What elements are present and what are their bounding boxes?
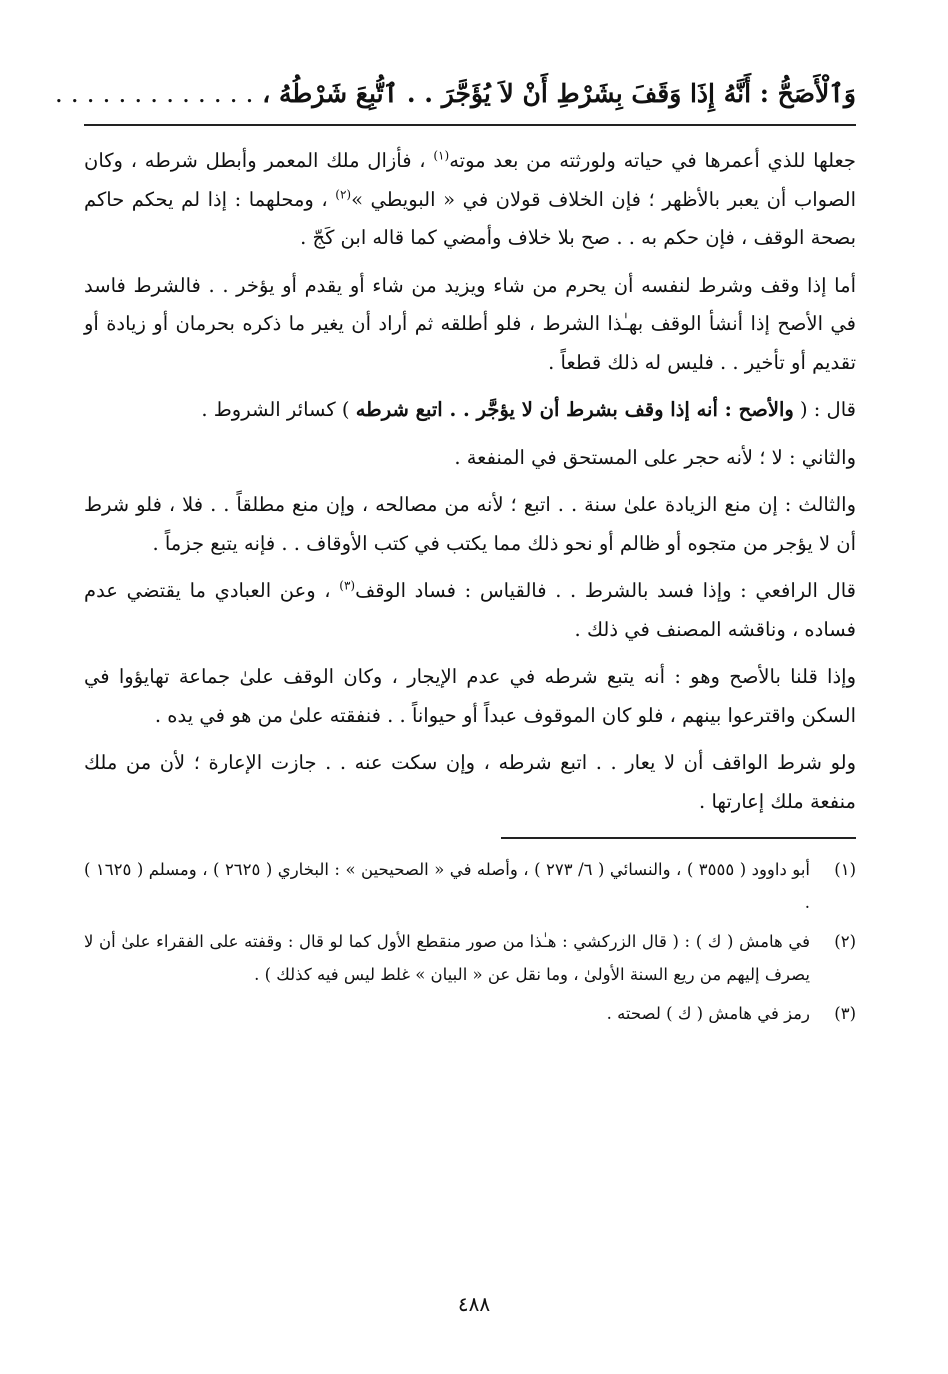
text-run: جعلها للذي أعمرها في حياته ولورثته من بعد موته <box>449 149 856 172</box>
footnote-number: (١) <box>834 860 856 879</box>
page-content <box>54 70 856 1036</box>
matn-quote: والأصح : أنه إذا وقف بشرط أن لا يؤجَّر . . اتبع شرطه <box>355 398 794 421</box>
footnote-item <box>84 997 856 1030</box>
page-number: ٤٨٨ <box>457 1292 491 1316</box>
text-run: ، فأزال ملك المعمر وأبطل شرطه ، وكان الصواب أن يعبر بالأظهر ؛ فإن الخلاف قولان في « البويطي » <box>84 149 856 211</box>
main-text <box>84 142 856 821</box>
header-divider <box>84 124 856 126</box>
paragraph <box>84 391 856 430</box>
footnote-ref: (١) <box>433 148 450 163</box>
header-title: وَٱلْأَصَحُّ : أَنَّهُ إِذَا وَقَفَ بِشَرْطِ أَنْ لاَ يُؤَجَّرَ . . ٱتُّبِعَ شَرْطُهُ ، <box>262 79 856 108</box>
text-run: ) كسائر الشروط . <box>201 398 356 421</box>
footnote-text: أبو داوود ( ٣٥٥٥ ) ، والنسائي ( ٦/ ٢٧٣ ) ، وأصله في « الصحيحين » : البخاري ( ٢٦٢٥ ) ، ومسلم ( ١٦٢٥ ) . <box>84 860 811 912</box>
footnote-item <box>84 853 856 919</box>
paragraph <box>84 572 856 649</box>
footnote-text: رمز في هامش ( ك ) لصحته . <box>606 1004 810 1023</box>
paragraph <box>84 142 856 258</box>
paragraph: ولو شرط الواقف أن لا يعار . . اتبع شرطه ، وإن سكت عنه . . جازت الإعارة ؛ لأن من ملك منفعة ملك إعارتها . <box>84 751 856 813</box>
paragraph: وإذا قلنا بالأصح وهو : أنه يتبع شرطه في عدم الإيجار ، وكان الوقف علىٰ جماعة تهايؤوا في السكن واقترعوا بينهم ، فلو كان الموقوف عبداً أو حيواناً . . فنفقته علىٰ من هو في يده . <box>84 665 856 727</box>
paragraph: والثاني : لا ؛ لأنه حجر على المستحق في المنفعة . <box>454 445 856 469</box>
paragraph: والثالث : إن منع الزيادة علىٰ سنة . . اتبع ؛ لأنه من مصالحه ، وإن منع مطلقاً . . فلا ، فلو شرط أن لا يؤجر من متجوه أو ظالم أو نحو ذلك مما يكتب في كتب الأوقاف . . فإنه يتبع جزماً . <box>84 493 856 555</box>
footnote-number: (٢) <box>834 932 856 951</box>
footnote-ref: (٢) <box>335 187 352 201</box>
footnote-text: في هامش ( ك ) : ( قال الزركشي : هـٰذا من صور منقطع الأول كما لو قال : وقفته على الفقراء علىٰ أن لا يصرف إليهم من ريع السنة الأولىٰ ، وما نقل عن « البيان » غلط ليس فيه كذلك ) . <box>84 932 810 984</box>
text-run: قال الرافعي : وإذا فسد بالشرط . . فالقياس : فساد الوقف <box>355 579 856 602</box>
header-dots: . . . . . . . . . . . . . <box>54 79 254 108</box>
footnote-number: (٣) <box>834 1004 856 1023</box>
text-run: قال : ( <box>793 398 856 421</box>
running-header <box>54 70 856 118</box>
text-run: ، وعن العبادي ما يقتضي عدم فساده ، وناقشه المصنف في ذلك . <box>84 579 856 641</box>
paragraph: أما إذا وقف وشرط لنفسه أن يحرم من شاء ويزيد من شاء أو يقدم أو يؤخر . . فالشرط فاسد في الأصح إذا أنشأ الوقف بهـٰذا الشرط ، فلو أطلقه ثم أراد أن يغير ما ذكره بحرمان أو زيادة أو تقديم أو تأخير . . فليس له ذلك قطعاً . <box>84 273 856 374</box>
footnotes <box>84 853 856 1030</box>
footnote-ref: (٣) <box>339 578 356 593</box>
text-run: ، ومحلهما : إذا لم يحكم حاكم بصحة الوقف ، فإن حكم به . . صح بلا خلاف وأمضي كما قاله ابن كَجّ . <box>84 187 856 249</box>
footnote-divider <box>501 837 856 839</box>
footnote-item <box>84 925 856 991</box>
